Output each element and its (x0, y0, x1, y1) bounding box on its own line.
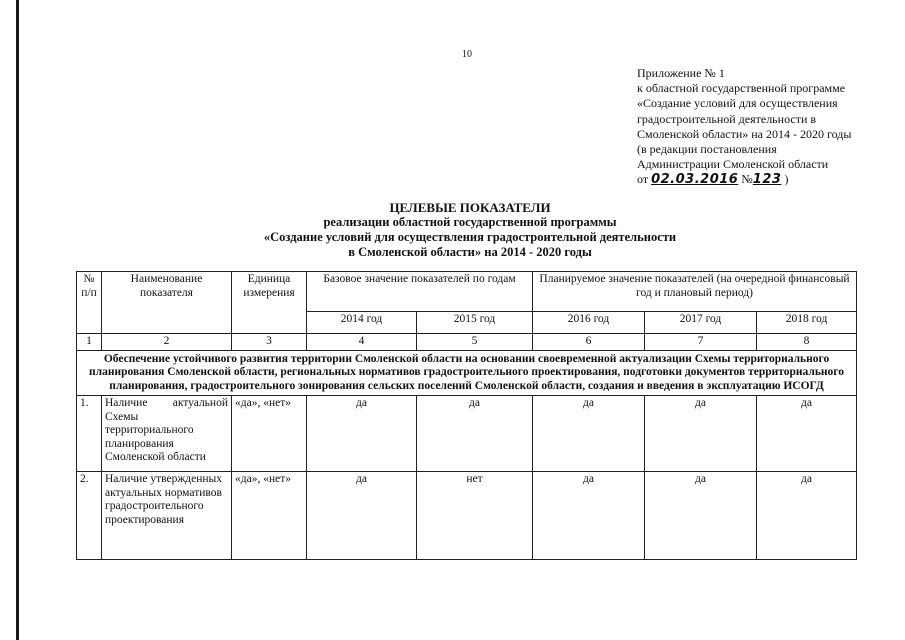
row-num: 1. (77, 396, 102, 472)
row-value: да (417, 396, 533, 472)
appendix-signature-line (637, 172, 897, 187)
index-row (77, 334, 857, 351)
index-cell: 2 (102, 334, 232, 351)
year-cell: 2015 год (417, 312, 533, 334)
header-unit: Единица измерения (232, 272, 307, 334)
page-number: 10 (462, 49, 472, 60)
row-value: да (533, 396, 645, 472)
row-value: да (645, 396, 757, 472)
row-num: 2. (77, 472, 102, 560)
number-label: № (741, 172, 753, 187)
row-unit: «да», «нет» (232, 396, 307, 472)
appendix-line: Приложение № 1 (637, 66, 725, 80)
index-cell: 7 (645, 334, 757, 351)
binding-edge (16, 0, 19, 640)
row-value: да (757, 472, 857, 560)
appendix-line: «Создание условий для осуществления (637, 96, 838, 111)
appendix-line: градостроительной деятельности в (637, 111, 817, 126)
index-cell: 8 (757, 334, 857, 351)
appendix-line: Смоленской области» на 2014 - 2020 годы (637, 126, 852, 141)
year-cell: 2014 год (307, 312, 417, 334)
title-line: в Смоленской области» на 2014 - 2020 годы (348, 245, 592, 259)
title-line: реализации областной государственной программы (323, 215, 617, 229)
header-planned: Планируемое значение показателей (на очередной финансовый год и плановый период) (533, 272, 857, 312)
header-num: № п/п (77, 272, 102, 334)
title-main: ЦЕЛЕВЫЕ ПОКАЗАТЕЛИ (389, 200, 551, 215)
title-line: «Создание условий для осуществления градостроительной деятельности (263, 230, 677, 244)
header-row (77, 272, 857, 312)
year-cell: 2017 год (645, 312, 757, 334)
appendix-line: к областной государственной программе (637, 81, 846, 96)
index-cell: 3 (232, 334, 307, 351)
header-name: Наименование показателя (102, 272, 232, 334)
from-label: от (637, 172, 649, 187)
appendix-line: Администрации Смоленской области (637, 157, 829, 172)
row-value: да (307, 472, 417, 560)
year-cell: 2018 год (757, 312, 857, 334)
row-name: Наличие утвержденных актуальных нормативов градостроительного проектирования (102, 472, 232, 560)
header-base: Базовое значение показателей по годам (307, 272, 533, 312)
indicators-table (76, 271, 857, 560)
year-cell: 2016 год (533, 312, 645, 334)
document-title (160, 200, 780, 260)
row-value: да (307, 396, 417, 472)
index-cell: 6 (533, 334, 645, 351)
row-value: нет (417, 472, 533, 560)
handwritten-number: 123 (752, 172, 782, 188)
row-name: Наличие актуальной Схемы территориального планирования Смоленской области (102, 396, 232, 472)
index-cell: 4 (307, 334, 417, 351)
appendix-line: (в редакции постановления (637, 142, 777, 157)
row-value: да (645, 472, 757, 560)
handwritten-date: 02.03.2016 (651, 172, 739, 188)
table-row (77, 396, 857, 472)
index-cell: 1 (77, 334, 102, 351)
close-paren: ) (784, 172, 789, 187)
section-row (77, 350, 857, 396)
table-row (77, 472, 857, 560)
row-unit: «да», «нет» (232, 472, 307, 560)
appendix-block (637, 66, 897, 188)
section-heading: Обеспечение устойчивого развития территории Смоленской области на основании своевременной актуализации Схемы территориального планирования Смоленской области, региональных нормативов градостроительного проектирования, подготовки документов территориального планирования, градостроительного зонирования сельских поселений Смоленской области, создания и введения в эксплуатацию ИСОГД (77, 350, 857, 396)
row-value: да (533, 472, 645, 560)
index-cell: 5 (417, 334, 533, 351)
row-value: да (757, 396, 857, 472)
